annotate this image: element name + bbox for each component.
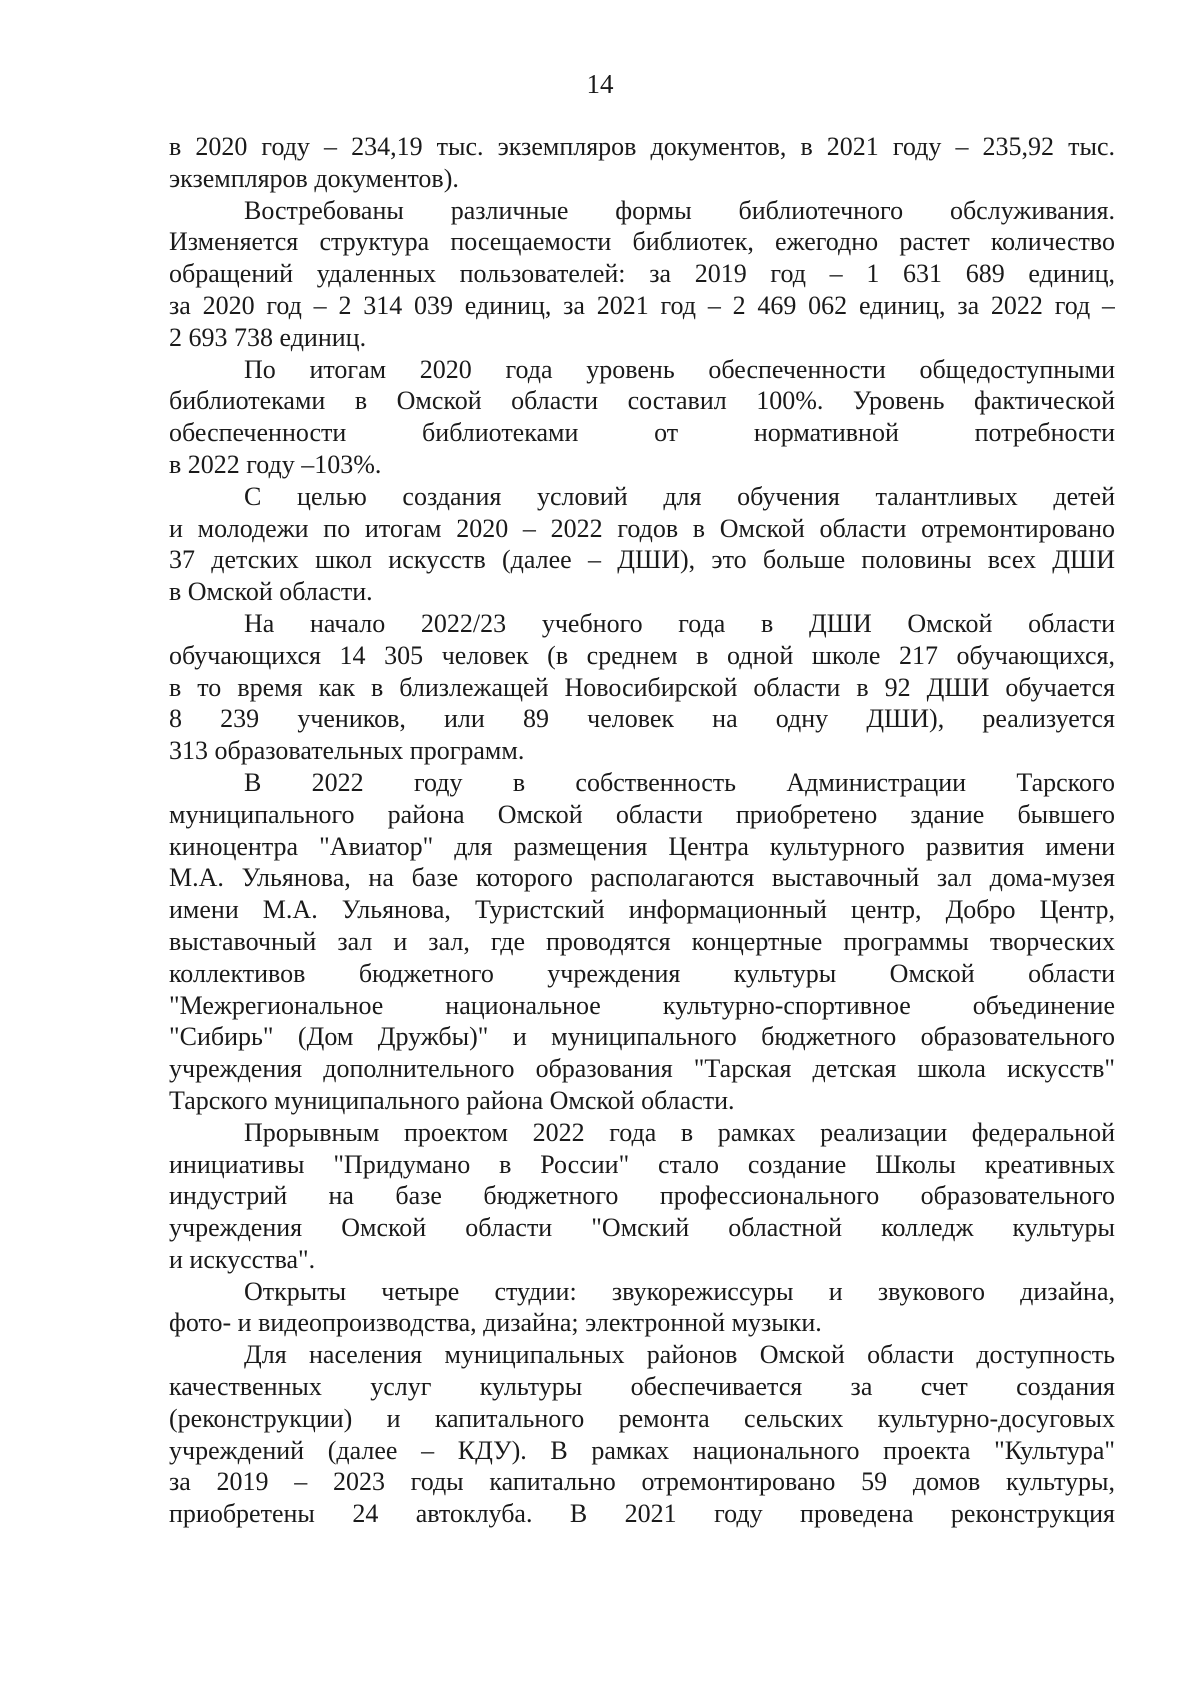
paragraph: [169, 195, 1115, 354]
paragraph: [169, 1276, 1115, 1340]
document-body: [169, 131, 1115, 1530]
text-line: учреждения дополнительного образования "Тарская детская школа искусств": [169, 1054, 1115, 1084]
text-line: в 2020 году – 234,19 тыс. экземпляров документов, в 2021 году – 235,92 тыс.: [169, 132, 1115, 161]
text-line: "Сибирь" (Дом Дружбы)" и муниципального бюджетного образовательного: [169, 1022, 1115, 1052]
text-line: в 2022 году –103%.: [169, 449, 382, 479]
text-line: киноцентра "Авиатор" для размещения Центра культурного развития имени: [169, 831, 1115, 861]
text-line: и молодежи по итогам 2020 – 2022 годов в Омской области отремонтировано: [169, 513, 1115, 543]
paragraph: [169, 131, 1115, 195]
text-line: за 2019 – 2023 годы капитально отремонтировано 59 домов культуры,: [169, 1467, 1115, 1497]
paragraph: [169, 767, 1115, 1117]
text-line: 313 образовательных программ.: [169, 736, 525, 766]
text-line: 2 693 738 единиц.: [169, 322, 367, 352]
text-line: обучающихся 14 305 человек (в среднем в одной школе 217 обучающихся,: [169, 640, 1115, 670]
text-line: выставочный зал и зал, где проводятся концертные программы творческих: [169, 926, 1115, 956]
page-number: 14: [586, 69, 614, 99]
text-line: Изменяется структура посещаемости библиотек, ежегодно растет количество: [169, 227, 1115, 257]
text-line: муниципального района Омской области приобретено здание бывшего: [169, 799, 1115, 829]
text-line: Прорывным проектом 2022 года в рамках реализации федеральной: [244, 1117, 1115, 1147]
text-line: (реконструкции) и капитального ремонта сельских культурно-досуговых: [169, 1403, 1115, 1433]
text-line: индустрий на базе бюджетного профессионального образовательного: [169, 1181, 1115, 1211]
text-line: коллективов бюджетного учреждения культуры Омской области: [169, 958, 1115, 988]
text-line: приобретены 24 автоклуба. В 2021 году проведена реконструкция: [169, 1499, 1115, 1529]
text-line: "Межрегиональное национальное культурно-спортивное объединение: [169, 990, 1115, 1020]
text-line: На начало 2022/23 учебного года в ДШИ Омской области: [244, 608, 1115, 638]
text-line: Открыты четыре студии: звукорежиссуры и звукового дизайна,: [244, 1276, 1115, 1306]
text-line: 37 детских школ искусств (далее – ДШИ), это больше половины всех ДШИ: [169, 545, 1115, 575]
text-line: учреждения Омской области "Омский областной колледж культуры: [169, 1213, 1115, 1243]
text-line: библиотеками в Омской области составил 100%. Уровень фактической: [169, 386, 1115, 416]
paragraph: [169, 354, 1115, 481]
paragraph: [169, 608, 1115, 767]
paragraph: [169, 1117, 1115, 1276]
text-line: в то время как в близлежащей Новосибирской области в 92 ДШИ обучается: [169, 672, 1115, 702]
paragraph: [169, 481, 1115, 608]
text-line: в Омской области.: [169, 577, 373, 607]
text-line: учреждений (далее – КДУ). В рамках национального проекта "Культура": [169, 1435, 1115, 1465]
text-line: В 2022 году в собственность Администрации Тарского: [244, 767, 1115, 797]
text-line: экземпляров документов).: [169, 163, 459, 193]
text-line: С целью создания условий для обучения талантливых детей: [244, 481, 1115, 511]
text-line: Востребованы различные формы библиотечного обслуживания.: [244, 195, 1115, 225]
text-line: качественных услуг культуры обеспечивается за счет создания: [169, 1372, 1115, 1402]
text-line: за 2020 год – 2 314 039 единиц, за 2021 год – 2 469 062 единиц, за 2022 год –: [169, 290, 1115, 320]
text-line: 8 239 учеников, или 89 человек на одну ДШИ), реализуется: [169, 704, 1115, 734]
text-line: Тарского муниципального района Омской области.: [169, 1085, 735, 1115]
text-line: и искусства".: [169, 1244, 316, 1274]
text-line: имени М.А. Ульянова, Туристский информационный центр, Добро Центр,: [169, 895, 1115, 925]
text-line: инициативы "Придумано в России" стало создание Школы креативных: [169, 1149, 1115, 1179]
paragraph: [169, 1339, 1115, 1530]
text-line: обращений удаленных пользователей: за 2019 год – 1 631 689 единиц,: [169, 259, 1115, 289]
text-line: По итогам 2020 года уровень обеспеченности общедоступными: [244, 354, 1115, 384]
text-line: обеспеченности библиотеками от нормативной потребности: [169, 418, 1115, 448]
text-line: М.А. Ульянова, на базе которого располагаются выставочный зал дома-музея: [169, 863, 1115, 893]
text-line: фото- и видеопроизводства, дизайна; электронной музыки.: [169, 1308, 822, 1338]
text-line: Для населения муниципальных районов Омской области доступность: [244, 1340, 1115, 1370]
